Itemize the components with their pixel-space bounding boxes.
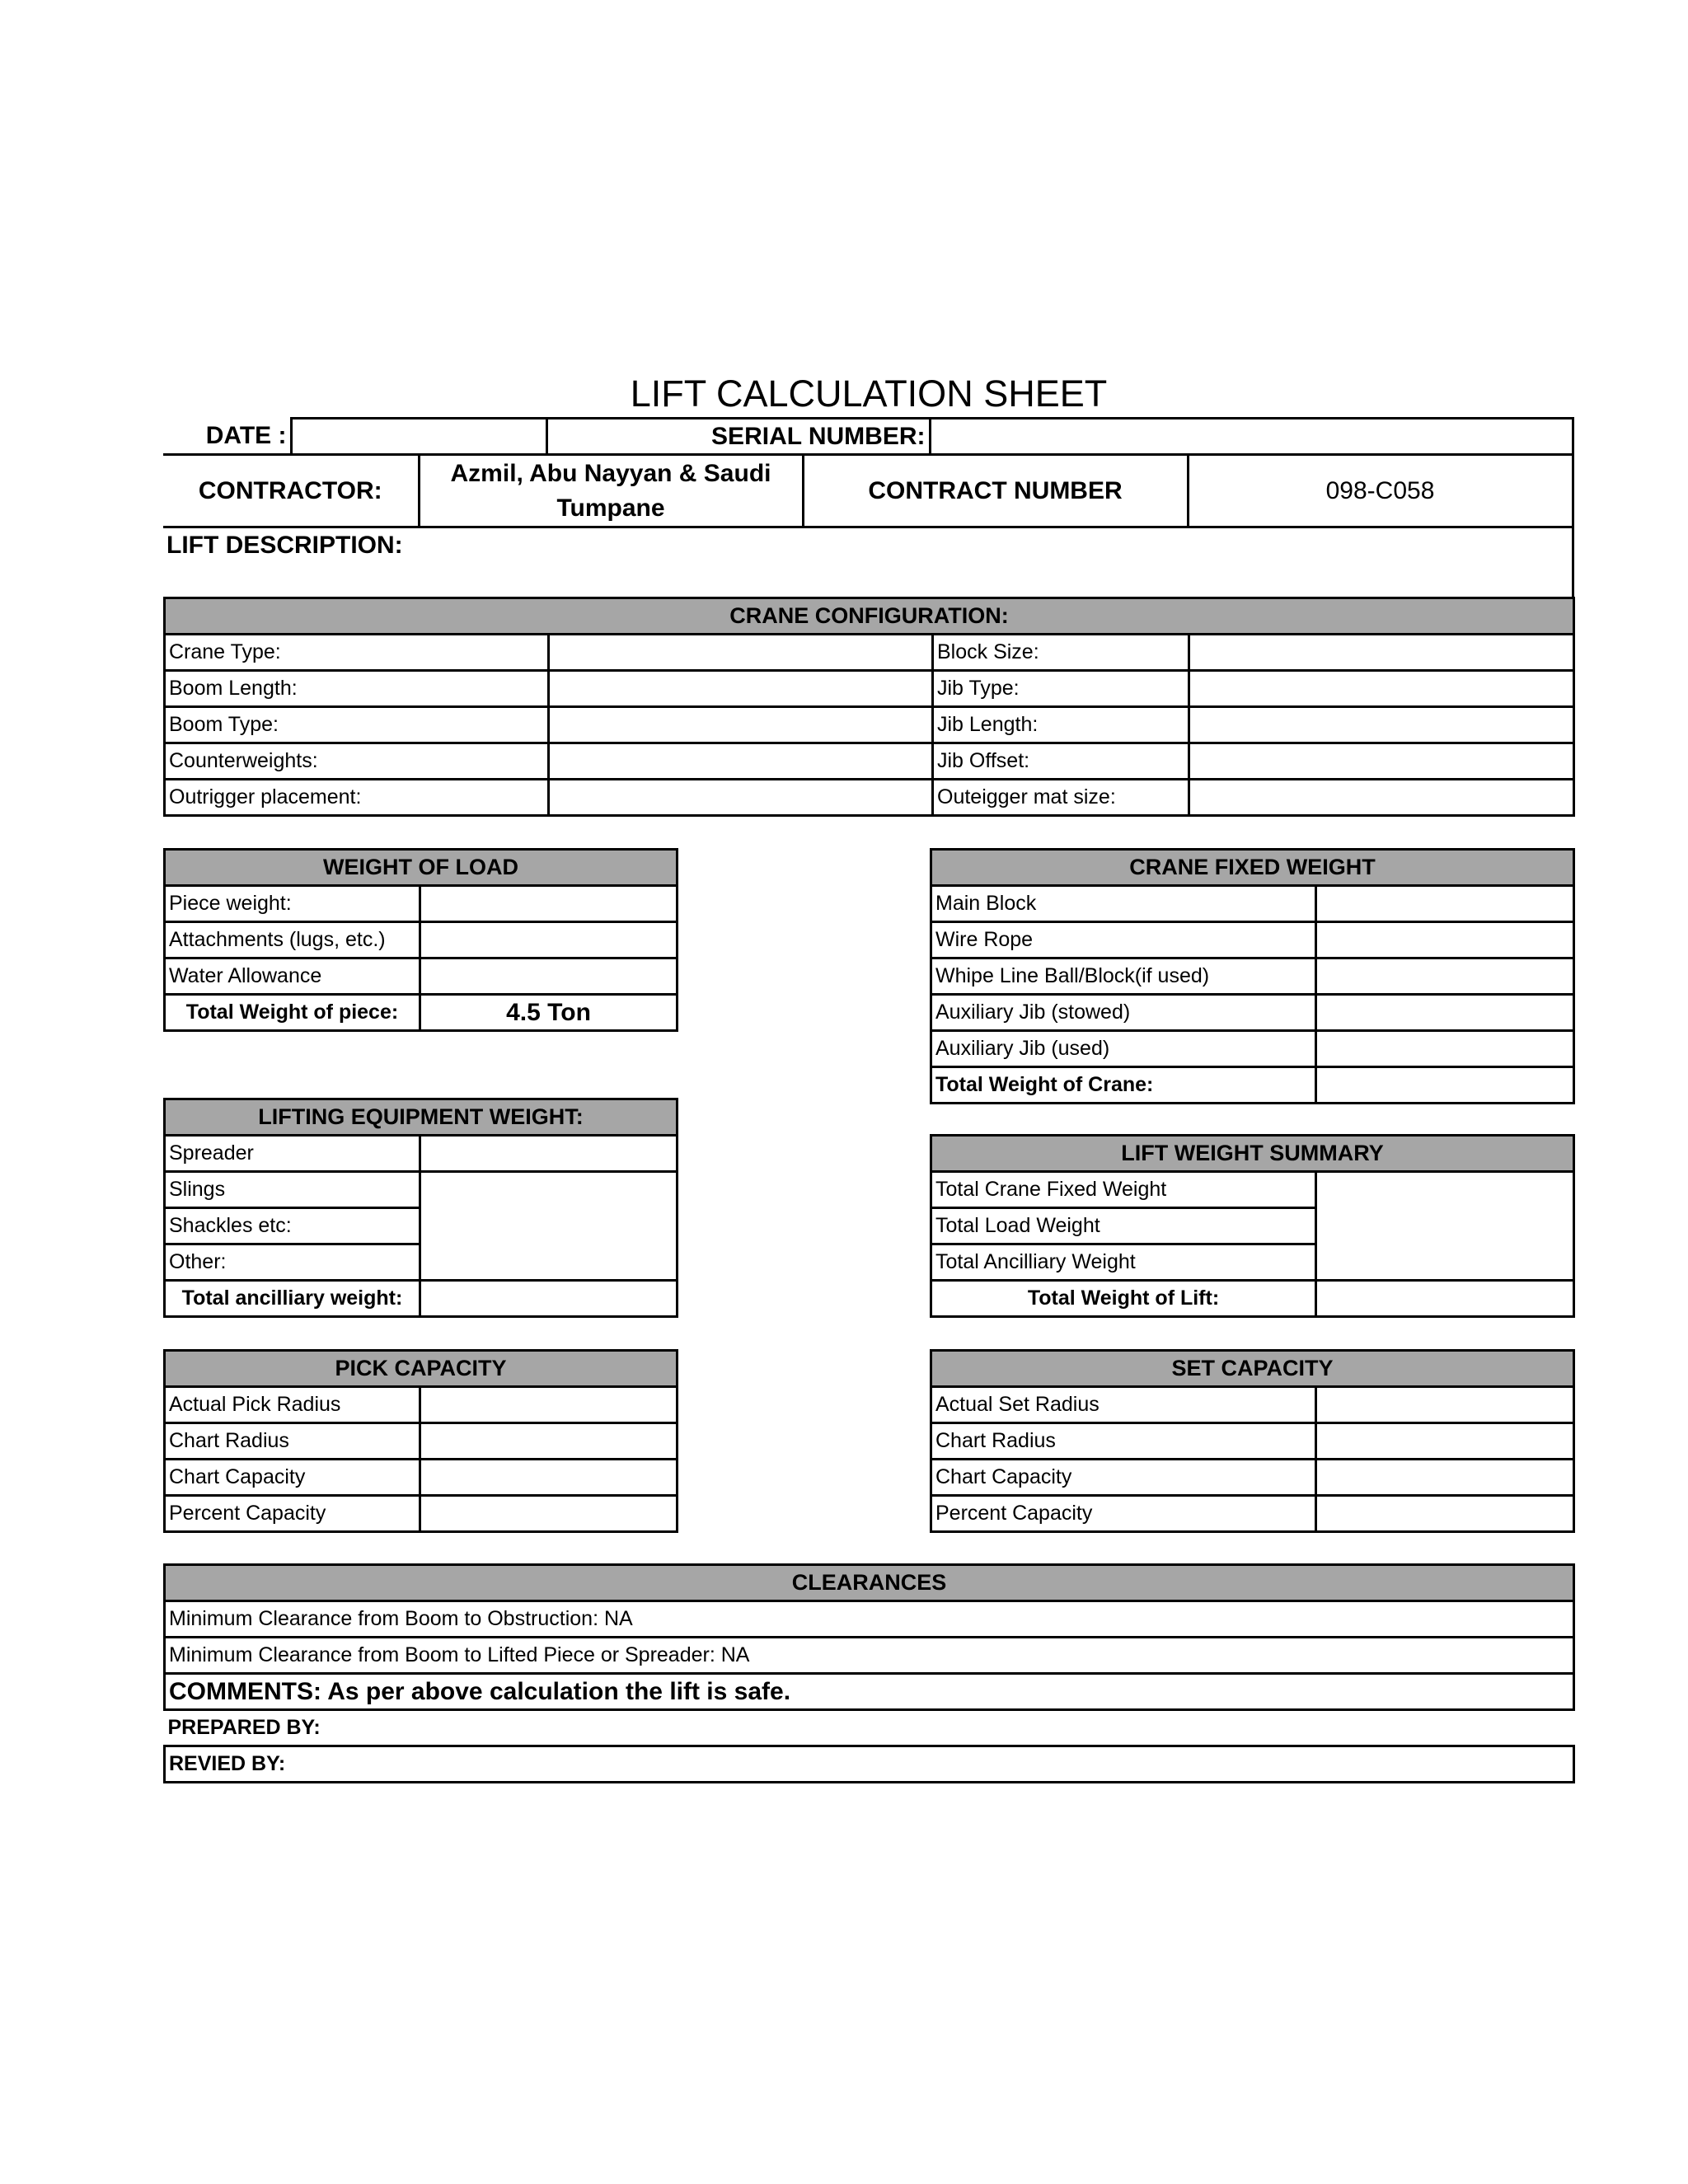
whip-line-ball-field[interactable] — [1316, 958, 1574, 995]
jib-type-field[interactable] — [1189, 671, 1574, 707]
clearances-table — [163, 1563, 1575, 1783]
wire-rope-field[interactable] — [1316, 922, 1574, 958]
set-chart-capacity-label: Chart Capacity — [931, 1460, 1316, 1496]
pick-capacity-heading: PICK CAPACITY — [165, 1351, 678, 1387]
set-percent-capacity-field[interactable] — [1316, 1496, 1574, 1532]
summary-weights-field[interactable] — [1316, 1172, 1574, 1281]
counterweights-field[interactable] — [549, 743, 933, 780]
crane-fixed-weight-table — [930, 848, 1575, 1104]
lift-weight-summary-table — [930, 1134, 1575, 1318]
set-chart-radius-field[interactable] — [1316, 1423, 1574, 1460]
total-crane-fixed-weight-label: Total Crane Fixed Weight — [931, 1172, 1316, 1208]
lift-description[interactable] — [163, 527, 1573, 598]
crane-configuration-heading: CRANE CONFIGURATION: — [165, 598, 1574, 635]
set-capacity-table — [930, 1349, 1575, 1533]
whip-line-ball-label: Whipe Line Ball/Block(if used) — [931, 958, 1316, 995]
pick-capacity-table — [163, 1349, 678, 1533]
set-chart-capacity-field[interactable] — [1316, 1460, 1574, 1496]
total-weight-of-lift-label: Total Weight of Lift: — [931, 1281, 1316, 1317]
lifting-equipment-weight-heading: LIFTING EQUIPMENT WEIGHT: — [165, 1099, 678, 1136]
other-label: Other: — [165, 1244, 420, 1281]
wire-rope-label: Wire Rope — [931, 922, 1316, 958]
crane-configuration-table — [163, 597, 1575, 817]
boom-length-field[interactable] — [549, 671, 933, 707]
contract-number-label: CONTRACT NUMBER — [803, 455, 1188, 527]
counterweights-label: Counterweights: — [165, 743, 549, 780]
spreader-field[interactable] — [420, 1136, 678, 1172]
shackles-label: Shackles etc: — [165, 1208, 420, 1244]
block-size-field[interactable] — [1189, 635, 1574, 671]
contractor-value[interactable]: Azmil, Abu Nayyan & Saudi Tumpane — [419, 455, 803, 527]
weight-of-load-heading: WEIGHT OF LOAD — [165, 850, 678, 886]
water-allowance-label: Water Allowance — [165, 958, 420, 995]
pick-chart-capacity-label: Chart Capacity — [165, 1460, 420, 1496]
contractor-label: CONTRACTOR: — [163, 455, 419, 527]
header-table — [163, 417, 1574, 456]
lift-description-label: LIFT DESCRIPTION: — [166, 532, 403, 559]
contractor-table — [163, 453, 1574, 599]
slings-label: Slings — [165, 1172, 420, 1208]
set-percent-capacity-label: Percent Capacity — [931, 1496, 1316, 1532]
boom-type-field[interactable] — [549, 707, 933, 743]
outrigger-mat-size-label: Outeigger mat size: — [933, 780, 1189, 816]
auxiliary-jib-used-field[interactable] — [1316, 1031, 1574, 1067]
boom-length-label: Boom Length: — [165, 671, 549, 707]
total-ancillary-weight-summary-label: Total Ancilliary Weight — [931, 1244, 1316, 1281]
boom-to-lifted-piece-clearance[interactable]: Minimum Clearance from Boom to Lifted Piece or Spreader: NA — [165, 1638, 1574, 1674]
crane-type-field[interactable] — [549, 635, 933, 671]
crane-fixed-weight-heading: CRANE FIXED WEIGHT — [931, 850, 1574, 886]
slings-shackles-other-field[interactable] — [420, 1172, 678, 1281]
attachments-field[interactable] — [420, 922, 678, 958]
total-ancillary-weight-label: Total ancilliary weight: — [165, 1281, 420, 1317]
total-weight-of-lift-field[interactable] — [1316, 1281, 1574, 1317]
piece-weight-field[interactable] — [420, 886, 678, 922]
serial-number-label: SERIAL NUMBER: — [546, 419, 930, 455]
jib-type-label: Jib Type: — [933, 671, 1189, 707]
jib-offset-label: Jib Offset: — [933, 743, 1189, 780]
boom-type-label: Boom Type: — [165, 707, 549, 743]
set-capacity-heading: SET CAPACITY — [931, 1351, 1574, 1387]
comments[interactable]: COMMENTS: As per above calculation the lift is safe. — [165, 1674, 1574, 1710]
actual-pick-radius-label: Actual Pick Radius — [165, 1387, 420, 1423]
pick-chart-radius-label: Chart Radius — [165, 1423, 420, 1460]
boom-to-obstruction-clearance[interactable]: Minimum Clearance from Boom to Obstruction: NA — [165, 1601, 1574, 1638]
contract-number-value[interactable]: 098-C058 — [1188, 455, 1573, 527]
auxiliary-jib-stowed-label: Auxiliary Jib (stowed) — [931, 995, 1316, 1031]
lift-weight-summary-heading: LIFT WEIGHT SUMMARY — [931, 1136, 1574, 1172]
set-chart-radius-label: Chart Radius — [931, 1423, 1316, 1460]
page-title: LIFT CALCULATION SHEET — [630, 373, 1108, 415]
main-block-label: Main Block — [931, 886, 1316, 922]
auxiliary-jib-used-label: Auxiliary Jib (used) — [931, 1031, 1316, 1067]
pick-percent-capacity-field[interactable] — [420, 1496, 678, 1532]
actual-pick-radius-field[interactable] — [420, 1387, 678, 1423]
lifting-equipment-weight-table — [163, 1098, 678, 1318]
actual-set-radius-field[interactable] — [1316, 1387, 1574, 1423]
pick-chart-capacity-field[interactable] — [420, 1460, 678, 1496]
block-size-label: Block Size: — [933, 635, 1189, 671]
jib-length-field[interactable] — [1189, 707, 1574, 743]
auxiliary-jib-stowed-field[interactable] — [1316, 995, 1574, 1031]
outrigger-placement-label: Outrigger placement: — [165, 780, 549, 816]
total-weight-of-crane-field[interactable] — [1316, 1067, 1574, 1104]
pick-percent-capacity-label: Percent Capacity — [165, 1496, 420, 1532]
jib-offset-field[interactable] — [1189, 743, 1574, 780]
date-field[interactable] — [291, 419, 546, 455]
revied-by[interactable]: REVIED BY: — [165, 1746, 1574, 1783]
date-label: DATE : — [163, 419, 291, 455]
total-load-weight-label: Total Load Weight — [931, 1208, 1316, 1244]
jib-length-label: Jib Length: — [933, 707, 1189, 743]
attachments-label: Attachments (lugs, etc.) — [165, 922, 420, 958]
total-ancillary-weight-field[interactable] — [420, 1281, 678, 1317]
total-weight-of-piece-value[interactable]: 4.5 Ton — [420, 995, 678, 1031]
main-block-field[interactable] — [1316, 886, 1574, 922]
prepared-by[interactable]: PREPARED BY: — [165, 1710, 1574, 1746]
clearances-heading: CLEARANCES — [165, 1565, 1574, 1601]
total-weight-of-crane-label: Total Weight of Crane: — [931, 1067, 1316, 1104]
actual-set-radius-label: Actual Set Radius — [931, 1387, 1316, 1423]
total-weight-of-piece-label: Total Weight of piece: — [165, 995, 420, 1031]
weight-of-load-table — [163, 848, 678, 1032]
outrigger-mat-size-field[interactable] — [1189, 780, 1574, 816]
spreader-label: Spreader — [165, 1136, 420, 1172]
piece-weight-label: Piece weight: — [165, 886, 420, 922]
outrigger-placement-field[interactable] — [549, 780, 933, 816]
crane-type-label: Crane Type: — [165, 635, 549, 671]
water-allowance-field[interactable] — [420, 958, 678, 995]
pick-chart-radius-field[interactable] — [420, 1423, 678, 1460]
serial-number-field[interactable] — [930, 419, 1573, 455]
